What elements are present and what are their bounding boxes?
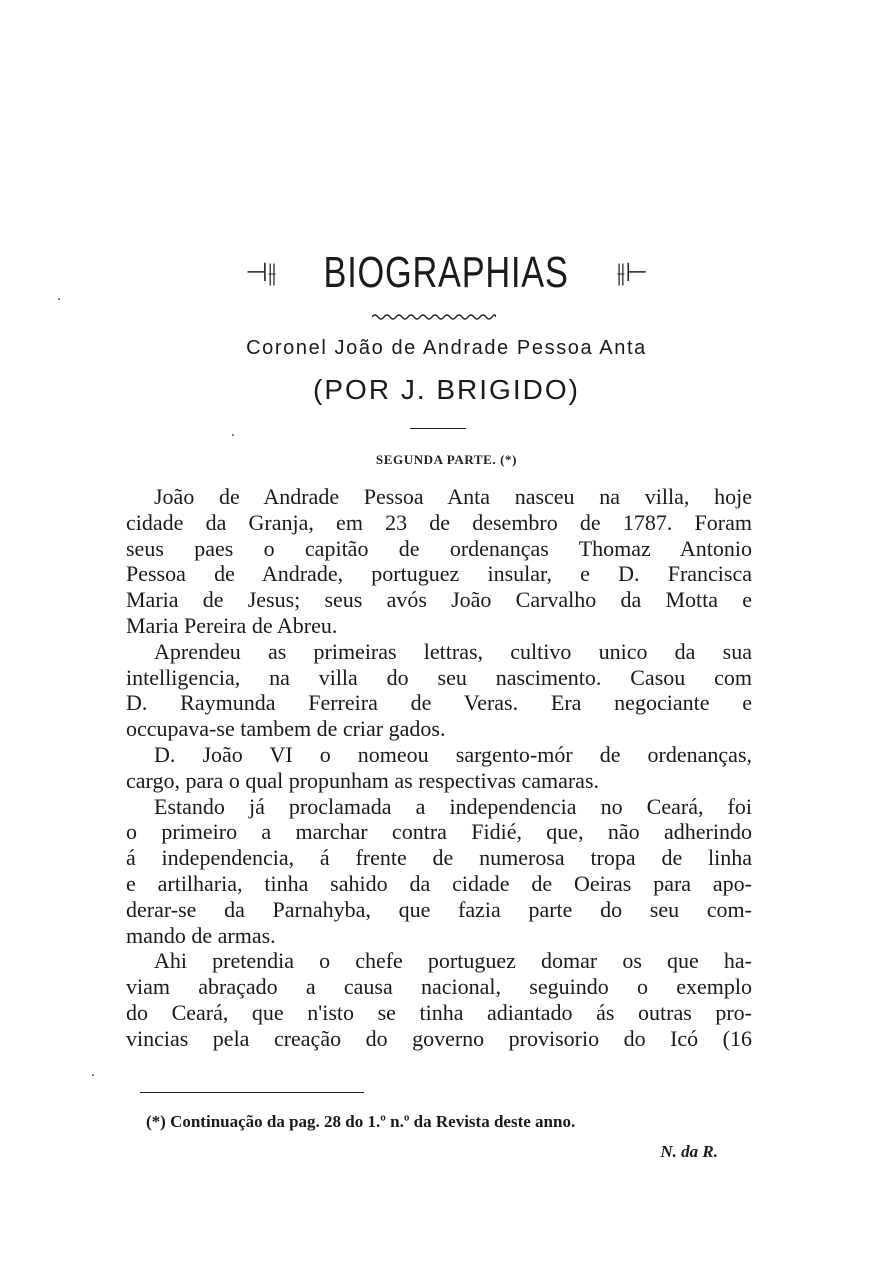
part-heading: SEGUNDA PARTE. (*) [375, 452, 518, 467]
text-line: Ahi pretendia o chefe portuguez domar os que ha- [154, 948, 752, 974]
text-line: o primeiro a marchar contra Fidié, que, não adherindo [126, 819, 752, 845]
paragraph [126, 948, 752, 1051]
text-line: derar-se da Parnahyba, que fazia parte do seu com- [126, 896, 752, 922]
short-divider [410, 428, 466, 429]
text-line: Maria de Jesus; seus avós João Carvalho da Motta e [126, 587, 752, 613]
text-line: João de Andrade Pessoa Anta nasceu na villa, hoje [154, 484, 752, 509]
text-line: seus paes o capitão de ordenanças Thomaz Antonio [126, 535, 752, 561]
paragraph [126, 484, 752, 639]
page-title: BIOGRAPHIAS [323, 248, 570, 297]
title-row [0, 248, 893, 298]
ornament-right-icon: ⫲⊢ [616, 257, 648, 288]
text-line: e artilharia, tinha sahido da cidade de Oeiras para apo- [126, 870, 752, 896]
text-line: D. João VI o nomeou sargento-mór de ordenanças, [154, 741, 752, 767]
text-line: Maria Pereira de Abreu. [126, 612, 338, 638]
print-speck [232, 434, 234, 436]
text-line: cidade da Granja, em 23 de desembro de 1787. Foram [126, 509, 752, 535]
text-line: intelligencia, na villa do seu nascimento. Casou com [126, 664, 752, 690]
text-line: do Ceará, que n'isto se tinha adiantado ás outras pro- [126, 999, 752, 1025]
paragraph [126, 794, 752, 949]
print-speck [58, 298, 60, 300]
subtitle: Coronel João de Andrade Pessoa Anta [246, 337, 647, 359]
text-line: á independencia, á frente de numerosa tropa de linha [126, 845, 752, 871]
text-line: vincias pela creação do governo provisorio do Icó (16 [126, 1025, 752, 1051]
ornament-left-icon: ⊣⫲ [245, 257, 277, 288]
text-line: mando de armas. [126, 922, 276, 948]
footnote-signature: N. da R. [660, 1142, 718, 1161]
footnote-divider [140, 1092, 364, 1093]
paragraph [126, 742, 752, 794]
footnote: (*) Continuação da pag. 28 do 1.º n.º da Revista deste anno. [146, 1112, 576, 1131]
text-line: Aprendeu as primeiras lettras, cultivo unico da sua [154, 638, 752, 664]
text-line: viam abraçado a causa nacional, seguindo o exemplo [126, 974, 752, 1000]
paragraph [126, 639, 752, 742]
author-line: (POR J. BRIGIDO) [313, 374, 580, 405]
wavy-divider-icon [372, 312, 496, 322]
text-line: Estando já proclamada a independencia no Ceará, foi [154, 793, 752, 819]
print-speck [92, 1074, 94, 1076]
text-line: Pessoa de Andrade, portuguez insular, e D. Francisca [126, 561, 752, 587]
text-line: D. Raymunda Ferreira de Veras. Era negociante e [126, 690, 752, 716]
text-line: occupava-se tambem de criar gados. [126, 716, 446, 742]
text-line: cargo, para o qual propunham as respectivas camaras. [126, 767, 600, 793]
body-text [126, 484, 752, 1052]
